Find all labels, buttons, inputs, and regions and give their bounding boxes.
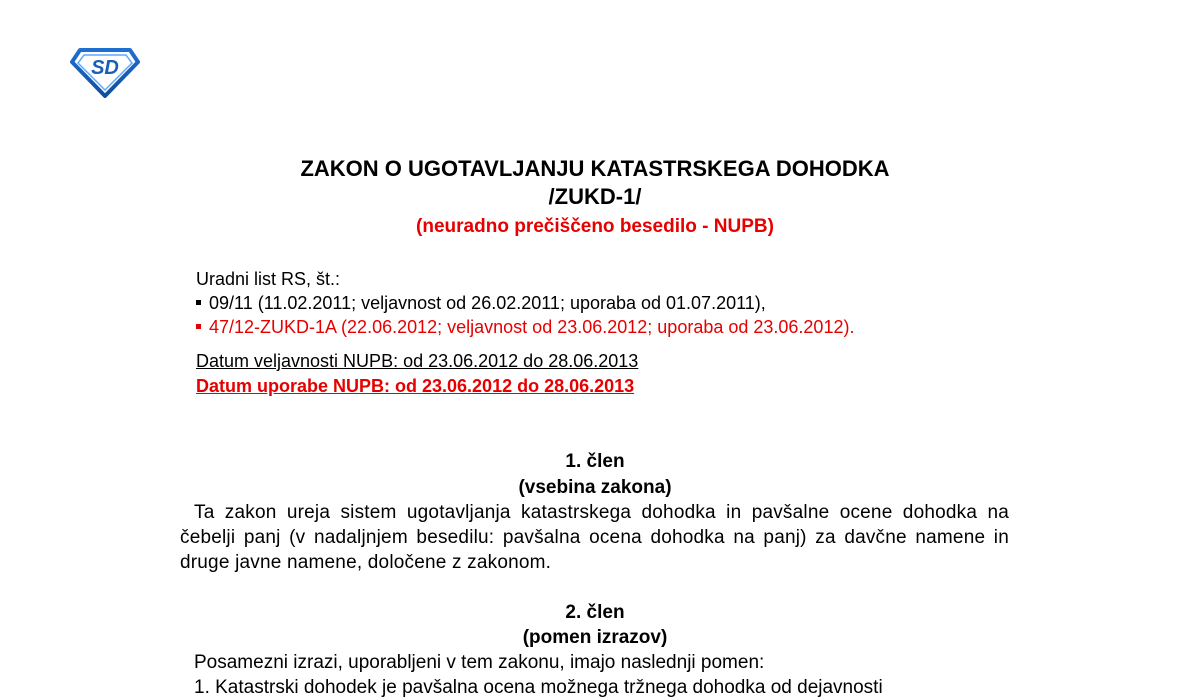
gazette-item-amendment xyxy=(196,316,854,338)
gazette-label: Uradni list RS, št.: xyxy=(196,269,341,289)
document-subtitle: (neuradno prečiščeno besedilo - NUPB) xyxy=(416,216,774,237)
article-2-intro: Posamezni izrazi, uporabljeni v tem zakonu, imajo naslednji pomen: xyxy=(194,652,765,673)
validity-date: Datum veljavnosti NUPB: od 23.06.2012 do 28.06.2013 xyxy=(196,351,639,371)
bullet-square-icon xyxy=(196,324,201,329)
article-1-heading: (vsebina zakona) xyxy=(518,477,672,498)
gazette-item xyxy=(196,292,766,314)
document-title: ZAKON O UGOTAVLJANJU KATASTRSKEGA DOHODKA xyxy=(300,156,890,181)
gazette-item-text: 47/12-ZUKD-1A (22.06.2012; veljavnost od 23.06.2012; uporaba od 23.06.2012). xyxy=(209,317,855,337)
article-2-number: 2. člen xyxy=(565,602,625,623)
article-1-text: Ta zakon ureja sistem ugotavljanja katastrskega dohodka in pavšalne ocene dohodka na čebelji panj (v nadaljnjem besedilu: pavšalna ocena dohodka na panj) za davčne namene in druge javne namene, določene z zakonom. xyxy=(180,502,1009,573)
document-abbreviation: /ZUKD-1/ xyxy=(548,184,642,209)
logo-text: SD xyxy=(91,57,119,79)
article-2-heading: (pomen izrazov) xyxy=(522,627,668,648)
article-1-number: 1. člen xyxy=(565,451,625,472)
article-2-item-1: 1. Katastrski dohodek je pavšalna ocena možnega tržnega dohodka od dejavnosti xyxy=(194,677,883,698)
sd-shield-logo-icon xyxy=(70,46,140,98)
application-date: Datum uporabe NUPB: od 23.06.2012 do 28.06.2013 xyxy=(196,376,635,396)
gazette-item-text: 09/11 (11.02.2011; veljavnost od 26.02.2011; uporaba od 01.07.2011), xyxy=(209,293,766,313)
bullet-square-icon xyxy=(196,300,201,305)
